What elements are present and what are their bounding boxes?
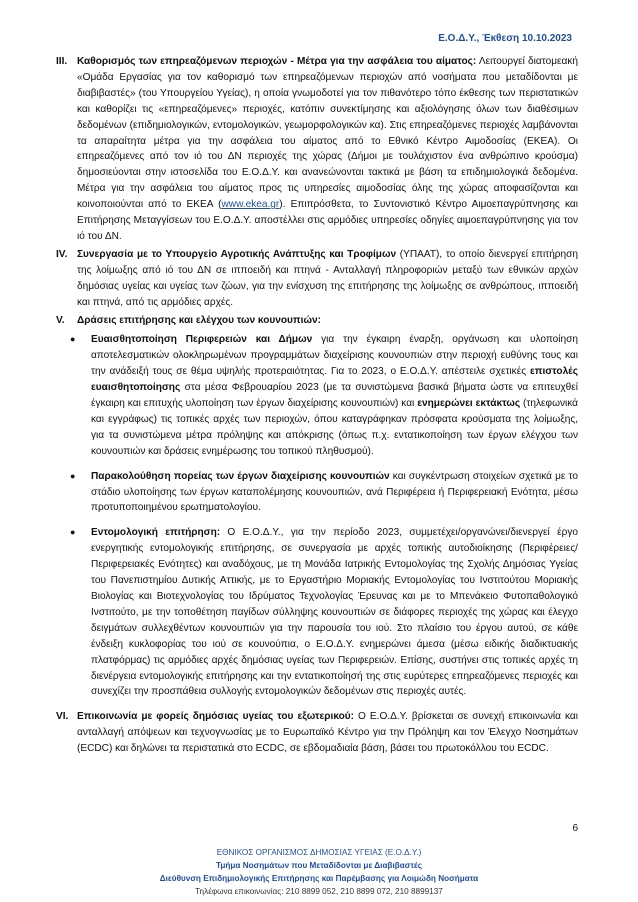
section-number: VI. [56, 711, 69, 723]
item-title: Ευαισθητοποίηση Περιφερειών και Δήμων [91, 334, 313, 346]
section-text-continued: ). Επιπρόσθετα, το Συντονιστικό Κέντρο Αιμοεπαγρύπνησης και Επιτήρησης Μεταγγίσεων του Ε.Ο.Δ.Υ. αποστέλλει στις αρμόδιες υπηρεσίες οδηγίες αιμοεπαγρύπνησης για τον ιό του ΔΝ. [77, 199, 578, 242]
section-paragraph [77, 709, 578, 757]
section-title: Συνεργασία με το Υπουργείο Αγροτικής Ανάπτυξης και Τροφίμων [77, 248, 397, 260]
section-title: Δράσεις επιτήρησης και ελέγχου των κουνουπιών: [77, 314, 321, 326]
bullet-icon: ● [70, 527, 76, 538]
section-iv [56, 247, 578, 311]
bullet-icon: ● [70, 470, 76, 481]
section-paragraph [77, 313, 578, 329]
section-paragraph [77, 54, 578, 245]
item-text: Ο Ε.Ο.Δ.Υ., για την περίοδο 2023, συμμετέχει/οργανώνει/διενεργεί έργο ενεργητικής εντομολογικής επιτήρησης, σε συνεργασία με αρχές τοπικής αυτοδιοίκησης (Περιφέρειες/ Περιφερειακές Ενότητες) και αναδόχους, με τη Μονάδα Ιατρικής Εντομολογίας της Σχολής Δημόσιας Υγείας του Πανεπιστημίου Δυτικής Αττικής, με το Εργαστήριο Μοριακής Εντομολογίας του Ινστιτούτου Μοριακής Βιολογίας και Βιοτεχνολογίας του Ιδρύματος Τεχνολογίας Έρευνας και με το Μπενάκειο Φυτοπαθολογικό Ινστιτούτο, με την τοποθέτηση παγίδων σύλληψης κουνουπιών σε διάφορες περιοχές της χώρας και έλεγχο δειγμάτων συλλεχθέντων κουνουπιών για την παρουσία του ιού. Στο πλαίσιο του έργου αυτού, σε κάθε ένδειξη κυκλοφορίας του ιού σε κουνούπια, ο Ε.Ο.Δ.Υ. ενημερώνει άμεσα (μέσω ειδικής διαδικτυακής πλατφόρμας) τις αρμόδιες αρχές δημόσιας υγείας των Περιφερειών. Επίσης, συστήνει στις τοπικές αρχές τη διενέργεια εντομολογικής επιτήρησης και την εντατικοποίησή της στις ευρύτερες επηρεαζόμενες περιοχές και συνεχίζει την προσπάθεια συλλογής εντομολογικών δεδομένων στις περιοχές αυτές. [91, 527, 578, 698]
section-title: Καθορισμός των επηρεαζόμενων περιοχών - Μέτρα για την ασφάλεια του αίματος: [77, 56, 477, 67]
item-text: και συγκέντρωση στοιχείων σχετικά με το στάδιο υλοποίησης των έργων καταπολέμησης κουνουπιών, ανά Περιφέρεια ή Περιφερειακή Ενότητα, μέσω προτυποποιημένου ερωτηματολογίου. [91, 470, 578, 514]
item-text: (τηλεφωνικά και εγγράφως) τις τοπικές αρχές των περιοχών, όπου καταγράφηκαν πρόσφατα κρούσματα της λοίμωξης, για τα συνιστώμενα μέτρα πρόληψης και απόκρισης (όπως π.χ. εντατικοποίηση των έργων ελέγχου των κουνουπιών και δράσεις ενημέρωσης του τοπικού πληθυσμού). [91, 398, 578, 457]
page-footer [0, 846, 638, 898]
list-item-awareness [56, 332, 578, 459]
page-number: 6 [572, 823, 578, 834]
footer-phones: Τηλέφωνα επικοινωνίας: 210 8899 052, 210 8899 072, 210 8899137 [195, 887, 443, 896]
list-item-entomological [56, 525, 578, 700]
section-title: Επικοινωνία με φορείς δημόσιας υγείας του εξωτερικού: [77, 711, 355, 723]
item-text: στα μέσα Φεβρουαρίου 2023 (με τα συνιστώμενα βασικά βήματα ώστε να επιτευχθεί έγκαιρη και επιτυχής υλοποίηση των έργων διαχείρισης κουνουπιών) και [91, 382, 578, 410]
item-bold: ενημερώνει εκτάκτως [417, 398, 521, 410]
section-text: (ΥΠΑΑΤ), το οποίο διενεργεί επιτήρηση της λοίμωξης από ιό του ΔΝ σε ιπποειδή και πτηνά - Ανταλλαγή πληροφοριών μεταξύ των εθνικών αρχών δημόσιας υγείας και υγείας των ζώων, για την ενίσχυση της επιτήρησης της λοίμωξης σε ανθρώπους, ιπποειδή και πτηνά, από τις αρμόδιες αρχές. [77, 248, 579, 308]
footer-department: Τμήμα Νοσημάτων που Μεταδίδονται με Διαβιβαστές [215, 861, 423, 870]
item-bold: επιστολές ευαισθητοποίησης [91, 366, 578, 394]
section-iii [56, 54, 578, 245]
section-number: IV. [56, 248, 68, 260]
section-vi [56, 709, 578, 757]
bullet-icon: ● [70, 334, 76, 345]
section-text: Λειτουργεί διατομεακή «Ομάδα Εργασίας για τον καθορισμό των επηρεαζόμενων περιοχών από νοσήματα που μεταδίδονται με διαβιβαστές» (του Υπουργείου Υγείας), η οποία γνωμοδοτεί για τον πιθανότερο τόπο έκθεσης των περιστατικών και καθορίζει τις «επηρεαζόμενες» περιοχές, κατόπιν συνεκτίμησης και αξιολόγησης όλων των διαθέσιμων δεδομένων (επιδημιολογικών, εντομολογικών, γεωμορφολογικών κα). Στις επηρεαζόμενες περιοχές λαμβάνονται τα απαραίτητα μέτρα για την ασφάλεια του αίματος από το Εθνικό Κέντρο Αιμοδοσίας (ΕΚΕΑ). Οι επηρεαζόμενες από τον ιό του ΔΝ περιοχές της χώρας (Δήμοι με τουλάχιστον ένα ανθρώπινο κρούσμα) δημοσιεύονται στην ιστοσελίδα του Ε.Ο.Δ.Υ. και ανανεώνονται τακτικά με βάση τα επιδημιολογικά δεδομένα. Μέτρα για την ασφάλεια του αίματος προς τις υπηρεσίες αιμοδοσίας όλης της χώρας αποφασίζονται και κοινοποιούνται από το ΕΚΕΑ ( [77, 56, 579, 211]
section-paragraph [77, 247, 578, 311]
actions-list [56, 332, 578, 700]
section-number: V. [56, 314, 65, 326]
section-number: III. [56, 56, 68, 67]
ekea-link[interactable]: www.ekea.gr [221, 199, 280, 211]
section-v [56, 313, 578, 329]
footer-division: Διεύθυνση Επιδημιολογικής Επιτήρησης και Παρέμβασης για Λοιμώδη Νοσήματα [159, 874, 479, 883]
item-title: Παρακολούθηση πορείας των έργων διαχείρισης κουνουπιών [91, 470, 390, 482]
report-reference: Ε.Ο.Δ.Υ., Έκθεση 10.10.2023 [438, 33, 572, 44]
list-item-monitoring [56, 469, 578, 517]
footer-organization: ΕΘΝΙΚΟΣ ΟΡΓΑΝΙΣΜΟΣ ΔΗΜΟΣΙΑΣ ΥΓΕΙΑΣ (Ε.Ο.Δ.Υ.) [216, 848, 422, 857]
document-body [56, 54, 578, 759]
item-title: Εντομολογική επιτήρηση: [91, 527, 221, 539]
section-text: Ο Ε.Ο.Δ.Υ. βρίσκεται σε συνεχή επικοινωνία και ανταλλαγή απόψεων και τεχνογνωσίας με το Ευρωπαϊκό Κέντρο για την Πρόληψη και τον Έλεγχο Νοσημάτων (ECDC) και δηλώνει τα περιστατικά στο ECDC, σε εβδομαδιαία βάση, βάσει του πρωτοκόλλου του ECDC. [77, 711, 578, 755]
item-text: για την έγκαιρη έναρξη, οργάνωση και υλοποίηση αποτελεσματικών ολοκληρωμένων προγραμμάτων διαχείρισης κουνουπιών στην περιοχή ευθύνης τους και την ανάδειξή τους σε θέμα υψηλής προτεραιότητας. Για το 2023, ο Ε.Ο.Δ.Υ. απέστειλε σχετικές [91, 334, 578, 378]
